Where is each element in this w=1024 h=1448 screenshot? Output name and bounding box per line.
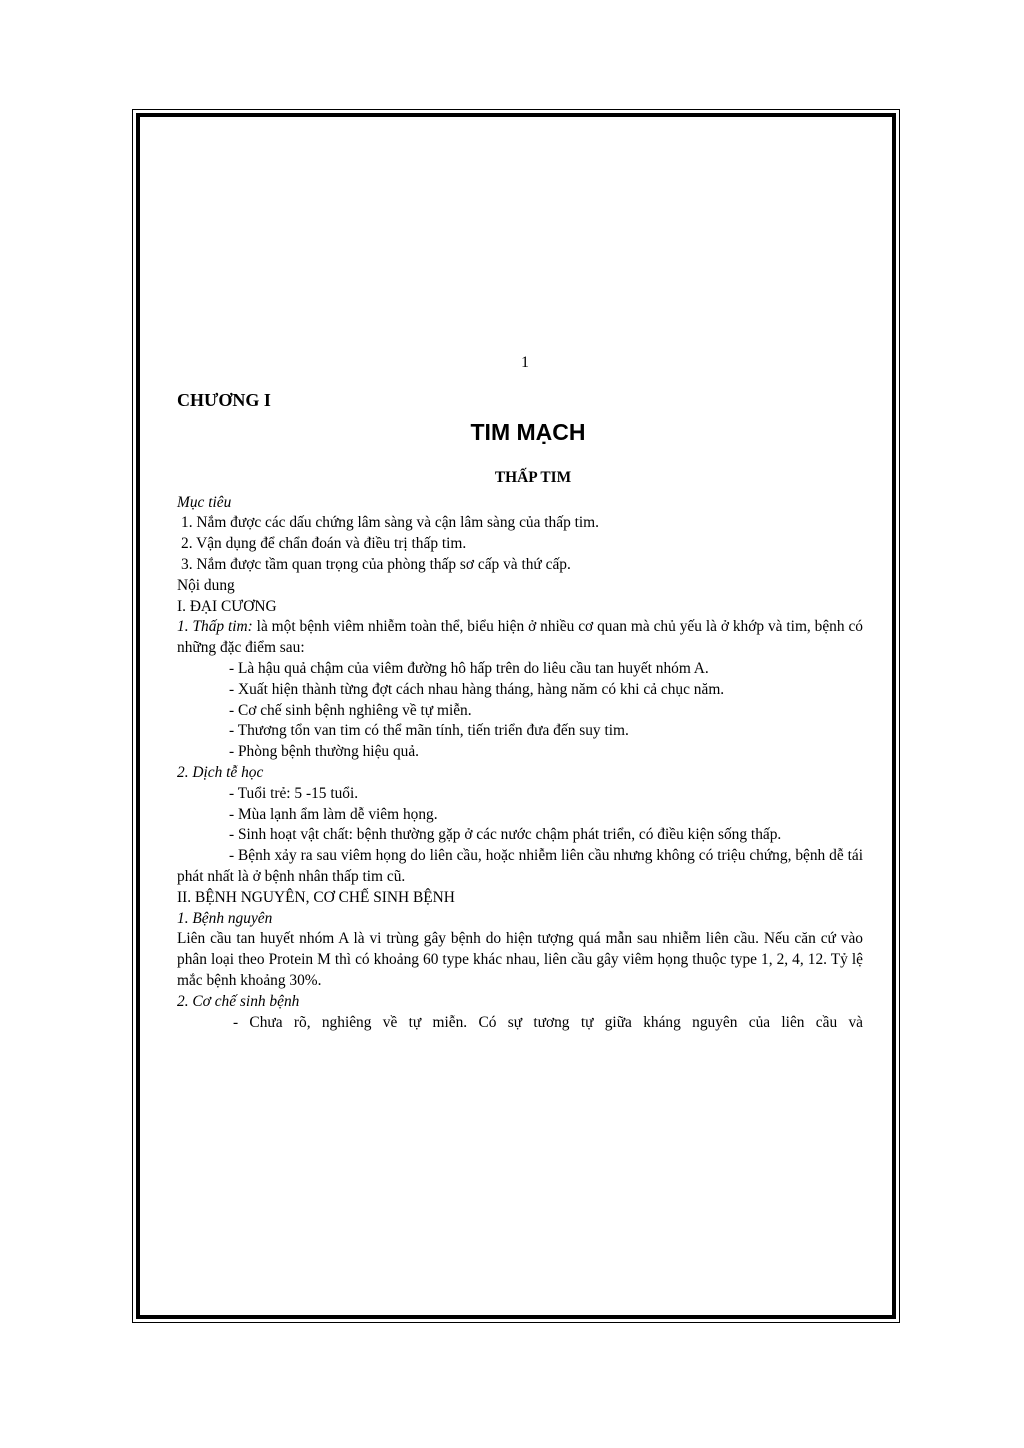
content-heading: Nội dung (177, 576, 235, 594)
list-item: - Thương tổn van tim có thể mãn tính, tiến triển đưa đến suy tim. (229, 722, 629, 740)
objective-item: 2. Vận dụng để chẩn đoán và điều trị thấp tim. (181, 535, 467, 553)
section-heading: I. ĐẠI CƯƠNG (177, 597, 277, 615)
paragraph-text: là một bệnh viêm nhiễm toàn thể, biểu hiện ở nhiều cơ quan mà chủ yếu là ở khớp và tim, bệnh có những đặc điểm sau: (177, 618, 863, 657)
document-body (177, 353, 863, 1033)
list-item: - Bệnh xảy ra sau viêm họng do liên cầu, hoặc nhiễm liên cầu nhưng không có triệu chứng, bệnh dễ tái phát nhất là ở bệnh nhân thấp tim cũ. (177, 847, 863, 885)
paragraph-text: - Chưa rõ, nghiêng về tự miễn. Có sự tương tự giữa kháng nguyên của liên cầu và (233, 1013, 863, 1031)
subsection-heading: 1. Bệnh nguyên (177, 909, 273, 927)
list-item: - Cơ chế sinh bệnh nghiêng về tự miễn. (229, 701, 472, 719)
list-item: - Tuổi trẻ: 5 -15 tuổi. (229, 784, 359, 802)
chapter-label: CHƯƠNG I (177, 389, 271, 410)
paragraph-label: 1. Thấp tim: (177, 618, 253, 636)
chapter-title: TIM MẠCH (470, 418, 586, 445)
lesson-title: THẤP TIM (494, 468, 572, 486)
objectives-heading: Mục tiêu (177, 493, 232, 511)
list-item: - Là hậu quả chậm của viêm đường hô hấp trên do liêu cầu tan huyết nhóm A. (229, 659, 709, 677)
subsection-heading: 2. Cơ chế sinh bệnh (177, 992, 300, 1010)
list-item: - Phòng bệnh thường hiệu quả. (229, 743, 420, 761)
list-item: - Mùa lạnh ẩm làm dễ viêm họng. (229, 805, 438, 823)
list-item: - Sinh hoạt vật chất: bệnh thường gặp ở các nước chậm phát triển, có điều kiện sống thấp. (229, 826, 782, 844)
list-item: - Xuất hiện thành từng đợt cách nhau hàng tháng, hàng năm có khi cả chục năm. (229, 680, 725, 698)
page-number: 1 (521, 354, 529, 371)
section-heading: II. BỆNH NGUYÊN, CƠ CHẾ SINH BỆNH (177, 888, 455, 906)
objective-item: 3. Nắm được tầm quan trọng của phòng thấp sơ cấp và thứ cấp. (181, 555, 571, 573)
paragraph-text: Liên cầu tan huyết nhóm A là vi trùng gây bệnh do hiện tượng quá mẫn sau nhiễm liên cầu. Nếu căn cứ vào phân loại theo Protein M thì có khoảng 60 type khác nhau, liên cầu gây viêm họng thuộc type 1, 2, 4, 12. Tỷ lệ mắc bệnh khoảng 30%. (177, 930, 863, 989)
objective-item: 1. Nắm được các dấu chứng lâm sàng và cận lâm sàng của thấp tim. (181, 514, 599, 532)
paragraph (177, 617, 863, 659)
subsection-heading: 2. Dịch tễ học (177, 763, 264, 781)
